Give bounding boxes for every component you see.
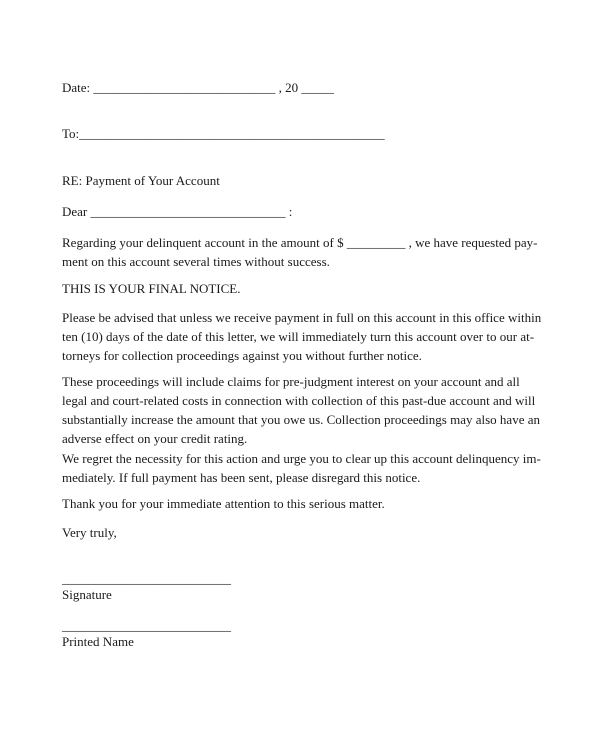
- paragraph-line: Regarding your delinquent account in the amount of $ _________ , we have requested pay-: [62, 235, 538, 250]
- paragraph-line: We regret the necessity for this action and urge you to clear up this account delinquency im-: [62, 451, 541, 466]
- paragraph-line: substantially increase the amount that you owe us. Collection proceedings may also have an: [62, 412, 540, 427]
- final-notice-line: THIS IS YOUR FINAL NOTICE.: [62, 281, 241, 296]
- printed-name-blank: __________________________: [62, 618, 231, 633]
- paragraph-line: Please be advised that unless we receive payment in full on this account in this office within: [62, 310, 542, 325]
- paragraph-line: torneys for collection proceedings against you without further notice.: [62, 348, 422, 363]
- paragraph-line: These proceedings will include claims for pre-judgment interest on your account and all: [62, 374, 520, 389]
- signature-blank: __________________________: [62, 571, 231, 586]
- paragraph-delinquent-amount: [62, 233, 542, 271]
- to-line: To:_______________________________________________: [62, 126, 385, 141]
- paragraph-line: legal and court-related costs in connection with collection of this past-due account and will: [62, 393, 536, 408]
- signature-label: Signature: [62, 587, 112, 602]
- salutation-line: Dear ______________________________ :: [62, 204, 293, 219]
- paragraph-proceedings: [62, 372, 542, 448]
- paragraph-line: ment on this account several times without success.: [62, 254, 330, 269]
- closing-line: Very truly,: [62, 525, 117, 540]
- re-line: RE: Payment of Your Account: [62, 173, 220, 188]
- paragraph-regret: [62, 449, 542, 487]
- paragraph-line: ten (10) days of the date of this letter, we will immediately turn this account over to our at-: [62, 329, 535, 344]
- paragraph-advisement: [62, 308, 542, 365]
- paragraph-line: adverse effect on your credit rating.: [62, 431, 248, 446]
- date-line: Date: ____________________________ , 20 _____: [62, 80, 334, 95]
- thanks-line: Thank you for your immediate attention to this serious matter.: [62, 496, 385, 511]
- printed-name-label: Printed Name: [62, 634, 134, 649]
- paragraph-line: mediately. If full payment has been sent, please disregard this notice.: [62, 470, 421, 485]
